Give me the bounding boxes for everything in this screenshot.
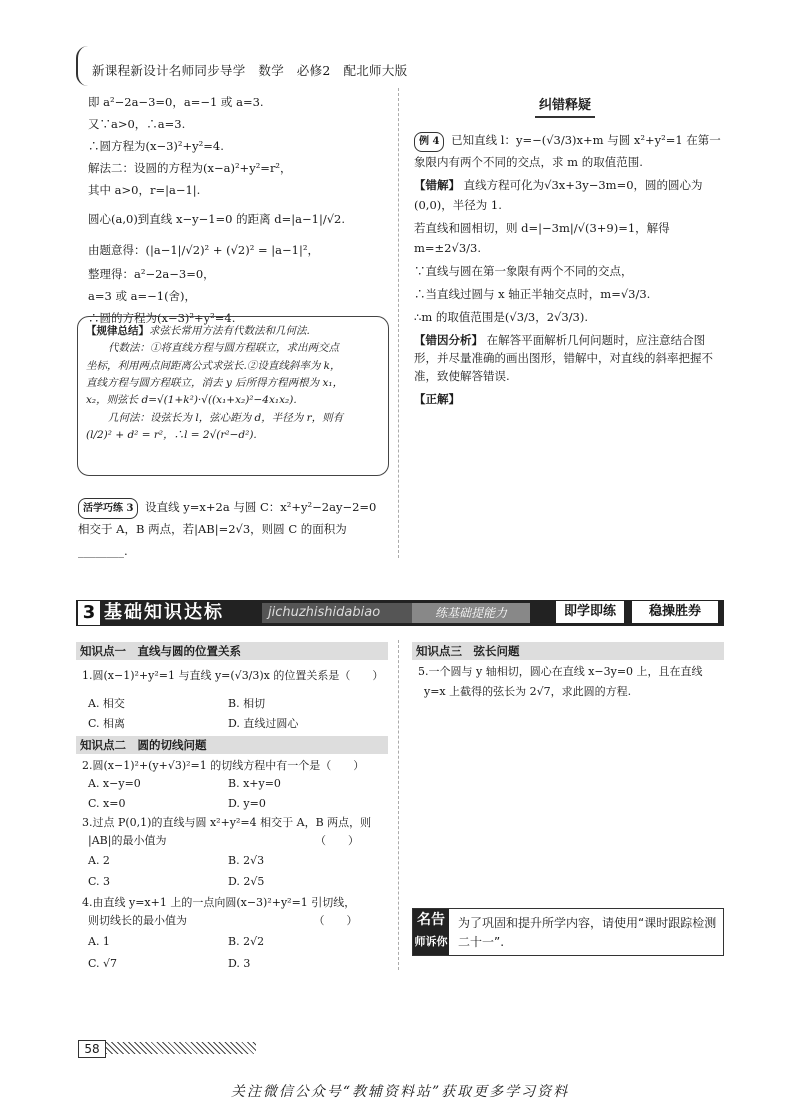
tip-badge-top: 名告	[417, 912, 445, 928]
question-5: 5.一个圆与 y 轴相切，圆心在直线 x−3y=0 上，且在直线	[418, 665, 703, 678]
summary-line: (l/2)² + d² = r²，∴l = 2√(r²−d²).	[86, 428, 257, 441]
section-title: 纠错释疑	[535, 97, 595, 118]
tip-badge-bottom: 师诉你	[414, 935, 448, 948]
example-text: 已知直线 l：y=−(√3/3)x+m 与圆 x²+y²=1 在第一象限内有两个不同的交点，求 m 的取值范围.	[414, 133, 721, 169]
practice-badge: 活学巧练 3	[78, 498, 138, 519]
question-2: 2.圆(x−1)²+(y+√3)²=1 的切线方程中有一个是（ ）	[82, 759, 365, 772]
solution-line: 由题意得：(|a−1|/√2)² + (√2)² = |a−1|²，	[88, 243, 319, 257]
practice-text: 设直线 y=x+2a 与圆 C：x²+y²−2ay−2=0 相交于 A，B 两点，若|AB|=2√3，则圆 C 的面积为	[78, 500, 377, 536]
option: B. 2√2	[228, 935, 265, 948]
option: D. y=0	[228, 797, 266, 810]
summary-line: x₂，则弦长 d=√(1+k²)·√((x₁+x₂)²−4x₁x₂).	[86, 394, 297, 407]
option: A. 2	[88, 854, 110, 867]
wrong-line: 若直线和圆相切，则 d=|−3m|/√(3+9)=1，解得 m=±2√3/3.	[414, 220, 670, 255]
wrong-line: ∵直线与圆在第一象限有两个不同的交点，	[414, 264, 633, 279]
left-solution	[88, 94, 388, 332]
option: D. 直线过圆心	[228, 717, 299, 730]
wrong-line: 直线方程可化为√3x+3y−3m=0，圆的圆心为(0,0)，半径为 1.	[414, 177, 703, 212]
solution-line: 又∵a>0，∴a=3.	[88, 117, 186, 131]
header-bracket	[76, 46, 92, 86]
summary-line: 直线方程与圆方程联立，消去 y 后所得方程两根为 x₁，	[86, 376, 344, 389]
option: A. 1	[88, 935, 110, 948]
practice-blank: ________.	[78, 543, 128, 558]
analysis-text: 在解答平面解析几何问题时，应注意结合图形，并尽量准确的画出图形，错解中，对直线的斜率把握不准，致使解答错误.	[414, 332, 713, 384]
banner-title: 基础知识达标	[104, 602, 224, 623]
option: B. 相切	[228, 697, 266, 710]
banner-number: 3	[78, 601, 100, 625]
page-number-decoration	[106, 1042, 256, 1054]
rule-summary-box	[77, 316, 389, 476]
question-1: 1.圆(x−1)²+y²=1 与直线 y=(√3/3)x 的位置关系是（ ）	[82, 669, 384, 682]
summary-intro: 求弦长常用方法有代数法和几何法.	[149, 325, 310, 337]
solution-line: 解法二：设圆的方程为(x−a)²+y²=r²，	[88, 161, 292, 175]
summary-line: 几何法：设弦长为 l，弦心距为 d，半径为 r，则有	[108, 411, 344, 424]
footer-note: 关注微信公众号“教辅资料站”获取更多学习资料	[230, 1084, 570, 1100]
correct-label: 【正解】	[414, 391, 460, 406]
option: C. √7	[88, 957, 118, 970]
right-example	[414, 130, 724, 412]
option: A. x−y=0	[88, 777, 141, 790]
banner-pinyin: jichuzhishidabiao	[262, 603, 413, 623]
solution-line: 即 a²−2a−3=0，a=−1 或 a=3.	[88, 95, 264, 109]
knowledge-point-heading: 知识点二 圆的切线问题	[76, 736, 388, 754]
solution-line: a=3 或 a=−1(舍)，	[88, 289, 197, 303]
solution-line: 圆心(a,0)到直线 x−y−1=0 的距离 d=|a−1|/√2.	[88, 212, 346, 226]
teacher-tip-badge	[413, 909, 449, 955]
knowledge-point-heading: 知识点一 直线与圆的位置关系	[76, 642, 388, 660]
question-3: 3.过点 P(0,1)的直线与圆 x²+y²=4 相交于 A，B 两点，则	[82, 816, 372, 829]
option: B. x+y=0	[228, 777, 281, 790]
summary-line: 坐标，利用两点间距离公式求弦长.②设直线斜率为 k，	[86, 359, 341, 372]
wrong-line: ∴m 的取值范围是(√3/3，2√3/3).	[414, 310, 588, 325]
question-4-cont: 则切线长的最小值为 （ ）	[88, 914, 358, 927]
knowledge-point-heading: 知识点三 弦长问题	[412, 642, 724, 660]
option: D. 3	[228, 957, 251, 970]
option: D. 2√5	[228, 875, 265, 888]
question-3-cont: |AB|的最小值为 （ ）	[88, 834, 359, 847]
page-header: 新课程新设计名师同步导学 数学 必修2 配北师大版	[92, 63, 408, 78]
practice-exercise	[78, 497, 390, 563]
banner-slogan: 练基础提能力	[412, 603, 530, 623]
example-badge: 例 4	[414, 132, 444, 152]
question-5-cont: y=x 上截得的弦长为 2√7，求此圆的方程.	[424, 685, 632, 698]
option: A. 相交	[88, 697, 125, 710]
solution-line: ∴圆的方程为(x−3)²+y²=4.	[88, 311, 236, 325]
summary-line: 代数法：①将直线方程与圆方程联立，求出两交点	[108, 342, 339, 355]
solution-line: 整理得：a²−2a−3=0，	[88, 267, 215, 281]
option: C. x=0	[88, 797, 126, 810]
banner-tag: 稳操胜券	[632, 601, 718, 623]
column-divider	[398, 640, 399, 970]
solution-line: 其中 a>0，r=|a−1|.	[88, 183, 201, 197]
option: C. 3	[88, 875, 111, 888]
summary-title: 【规律总结】	[86, 325, 149, 337]
teacher-tip-text: 为了巩固和提升所学内容，请使用“课时跟踪检测二十一”.	[458, 916, 717, 949]
option: B. 2√3	[228, 854, 265, 867]
option: C. 相离	[88, 717, 126, 730]
solution-line: ∴圆方程为(x−3)²+y²=4.	[88, 139, 224, 153]
question-4: 4.由直线 y=x+1 上的一点向圆(x−3)²+y²=1 引切线，	[82, 896, 356, 909]
column-divider	[398, 88, 399, 558]
analysis-label: 【错因分析】	[414, 332, 483, 347]
page-number: 58	[78, 1040, 106, 1058]
wrong-line: ∴当直线过圆与 x 轴正半轴交点时，m=√3/3.	[414, 287, 651, 302]
wrong-solution-label: 【错解】	[414, 177, 460, 192]
banner-tag: 即学即练	[556, 601, 624, 623]
